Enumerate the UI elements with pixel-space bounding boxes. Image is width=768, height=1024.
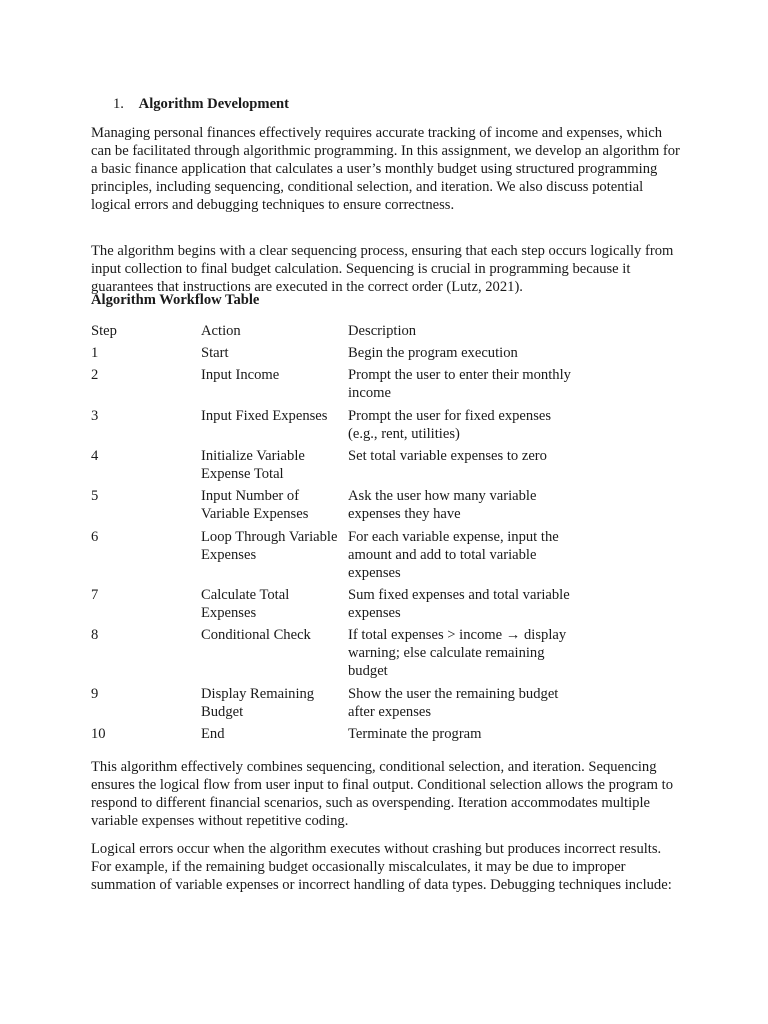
cell-step: 8 (91, 627, 99, 643)
table-row (91, 528, 591, 586)
cell-step: 6 (91, 529, 99, 545)
logical-errors-paragraph: Logical errors occur when the algorithm executes without crashing but produces incorrect results. For example, if the remaining budget occasionally miscalculates, it may be due to improper summation of variable expenses or incorrect handling of data types. Debugging techniques include: (91, 841, 672, 893)
cell-action: Start (201, 345, 229, 361)
cell-description: If total expenses > income → display warning; else calculate remaining budget (348, 627, 567, 679)
cell-action: Input Number of Variable Expenses (201, 488, 309, 522)
cell-step: 2 (91, 367, 99, 383)
table-title: Algorithm Workflow Table (91, 292, 260, 308)
section-number: 1. (113, 96, 124, 112)
cell-action: End (201, 726, 225, 742)
cell-action: Input Fixed Expenses (201, 408, 328, 424)
table-row (91, 626, 591, 685)
cell-description: Sum fixed expenses and total variable expenses (348, 587, 570, 621)
cell-step: 3 (91, 408, 99, 424)
header-description: Description (348, 323, 417, 339)
summary-paragraph: This algorithm effectively combines sequencing, conditional selection, and iteration. Sequencing ensures the logical flow from user input to final output. Conditional selection allows the program to respond to different financial scenarios, such as overspending. Iteration accommodates multiple variable expenses without repetitive coding. (91, 759, 674, 829)
section-heading (113, 95, 289, 113)
cell-action: Display Remaining Budget (201, 686, 315, 720)
section-title: Algorithm Development (138, 96, 290, 112)
table-row (91, 366, 591, 407)
cell-description: Ask the user how many variable expenses they have (348, 488, 537, 522)
cell-description: Terminate the program (348, 726, 482, 742)
cell-action: Input Income (201, 367, 280, 383)
cell-description: For each variable expense, input the amount and add to total variable expenses (348, 529, 559, 581)
cell-step: 9 (91, 686, 99, 702)
sequencing-paragraph: The algorithm begins with a clear sequencing process, ensuring that each step occurs logically from input collection to final budget calculation. Sequencing is crucial in programming because it guarantees that instructions are executed in the correct order (Lutz, 2021). (91, 243, 674, 295)
table-row (91, 487, 591, 528)
table-row (91, 407, 591, 447)
table-row (91, 685, 591, 725)
cell-description: Show the user the remaining budget after expenses (348, 686, 559, 720)
cell-description: Begin the program execution (348, 345, 518, 361)
cell-action: Loop Through Variable Expenses (201, 529, 338, 563)
cell-step: 4 (91, 448, 99, 464)
cell-step: 5 (91, 488, 99, 504)
table-row (91, 725, 591, 747)
cell-step: 1 (91, 345, 99, 361)
cell-action: Conditional Check (201, 627, 311, 643)
table-row (91, 447, 591, 487)
cell-step: 10 (91, 726, 106, 742)
cell-action: Calculate Total Expenses (201, 587, 290, 621)
cell-description: Prompt the user for fixed expenses (e.g., rent, utilities) (348, 408, 552, 442)
header-action: Action (201, 323, 241, 339)
cell-step: 7 (91, 587, 99, 603)
cell-description: Prompt the user to enter their monthly income (348, 367, 571, 401)
header-step: Step (91, 323, 117, 339)
cell-description: Set total variable expenses to zero (348, 448, 547, 464)
table-row (91, 344, 591, 366)
workflow-table (91, 322, 591, 747)
table-header-row (91, 322, 591, 344)
cell-action: Initialize Variable Expense Total (201, 448, 305, 482)
table-row (91, 586, 591, 626)
intro-paragraph: Managing personal finances effectively requires accurate tracking of income and expenses, which can be facilitated through algorithmic programming. In this assignment, we develop an algorithm for a basic finance application that calculates a user’s monthly budget using structured programming principles, including sequencing, conditional selection, and iteration. We also discuss potential logical errors and debugging techniques to ensure correctness. (91, 125, 680, 213)
